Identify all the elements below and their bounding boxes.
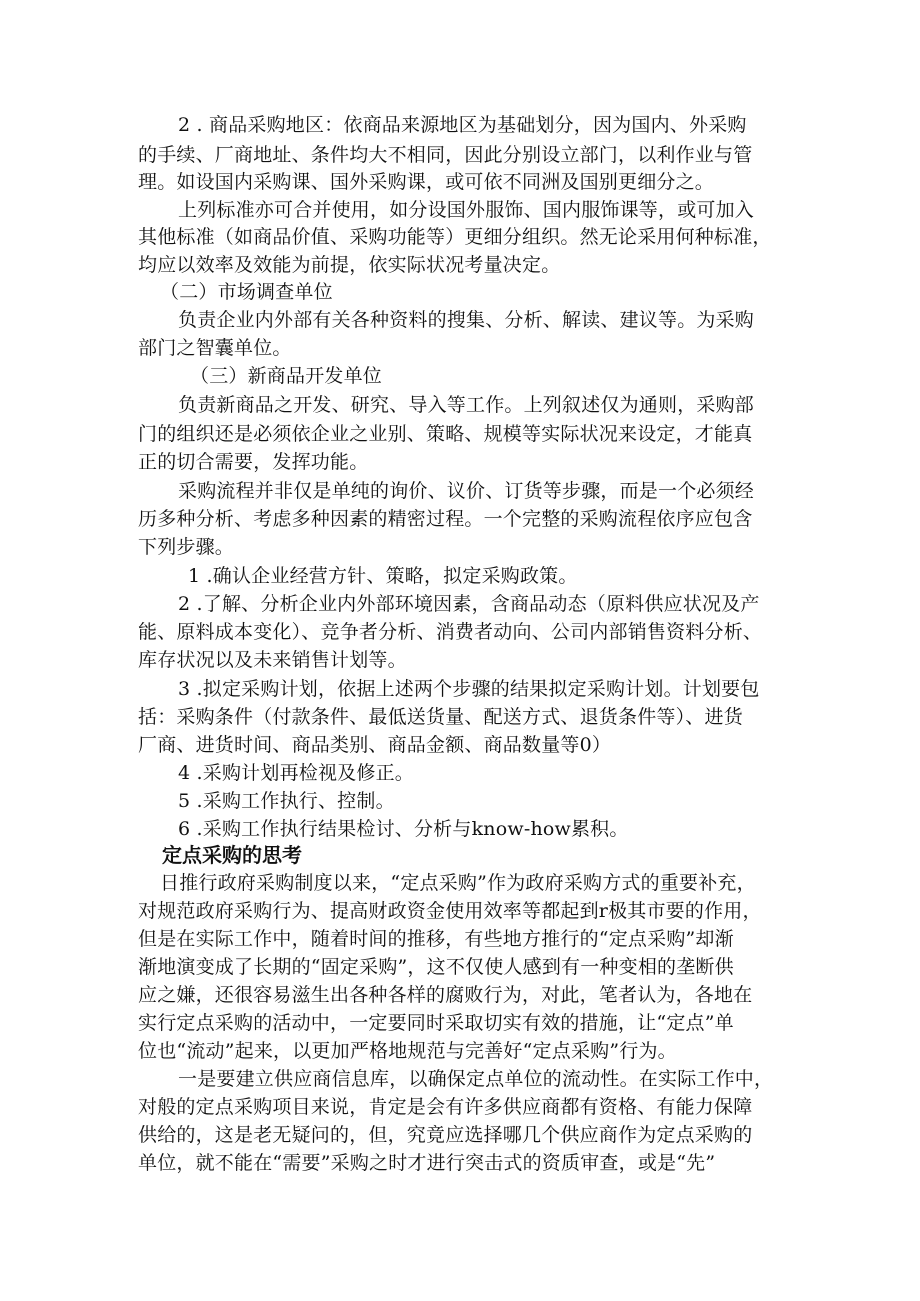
paragraph-line: 括：采购条件（付款条件、最低送货量、配送方式、退货条件等）、进货 (138, 706, 743, 728)
list-item: 5 .采购工作执行、控制。 (178, 790, 395, 812)
paragraph-line: 采购流程并非仅是单纯的询价、议价、订货等步骤，而是一个必须经 (178, 480, 755, 502)
paragraph-line: 负责企业内外部有关各种资料的搜集、分析、解读、建议等。为采购 (178, 309, 755, 331)
paragraph-line: 部门之智囊单位。 (138, 337, 292, 359)
paragraph-line: 正的切合需要，发挥功能。 (138, 451, 369, 473)
paragraph-line: 供给的，这是老无疑问的，但，究竟应选择哪几个供应商作为定点采购的 (138, 1124, 753, 1146)
paragraph-line: 对规范政府采购行为、提高财政资金使用效率等都起到r极其市要的作用， (138, 900, 762, 922)
paragraph-line: 一是要建立供应商信息库，以确保定点单位的流动性。在实际工作中， (178, 1068, 774, 1090)
paragraph-line: 应之嫌，还很容易滋生出各种各样的腐败行为，对此，笔者认为，各地在 (138, 984, 753, 1006)
paragraph-line: 均应以效率及效能为前提，依实际状况考量决定。 (138, 254, 561, 276)
paragraph-line: 其他标准（如商品价值、采购功能等）更细分组织。然无论采用何种标准， (138, 226, 772, 248)
list-item: 6 .采购工作执行结果检讨、分析与know-how累积。 (178, 818, 629, 840)
article-heading: 定点采购的思考 (162, 843, 302, 867)
paragraph-line: 下列步骤。 (138, 536, 235, 558)
list-item: 1 .确认企业经营方针、策略，拟定采购政策。 (188, 565, 578, 587)
paragraph-line: 历多种分析、考虑多种因素的精密过程。一个完整的采购流程依序应包含 (138, 508, 753, 530)
paragraph-line: 厂商、进货时间、商品类别、商品金额、商品数量等0） (138, 734, 612, 756)
paragraph-line: 日推行政府采购制度以来，“定点采购”作为政府采购方式的重要补充， (160, 872, 756, 894)
list-item: 4 .采购计划再检视及修正。 (178, 762, 414, 784)
paragraph-line: 位也“流动”起来，以更加严格地规范与完善好“定点采购”行为。 (138, 1040, 677, 1062)
section-heading: （三）新商品开发单位 (190, 365, 383, 387)
paragraph-line: 实行定点采购的活动中，一定要同时采取切实有效的措施，让“定点”单 (138, 1012, 734, 1034)
paragraph-line: 的手续、厂商地址、条件均大不相同，因此分别设立部门，以利作业与管 (138, 144, 753, 166)
paragraph-line: 上列标准亦可合并使用，如分设国外服饰、国内服饰课等，或可加入 (178, 199, 755, 221)
list-item: 3 .拟定采购计划，依据上述两个步骤的结果拟定采购计划。计划要包 (178, 678, 760, 700)
paragraph-line: 理。如设国内采购课、国外采购课，或可依不同洲及国别更细分之。 (138, 171, 715, 193)
paragraph-line: 库存状况以及未来销售计划等。 (138, 649, 407, 671)
paragraph-line: 对般的定点采购项目来说，肯定是会有许多供应商都有资格、有能力保障 (138, 1096, 753, 1118)
list-item: 2 .了解、分析企业内外部环境因素，含商品动态（原料供应状况及产 (178, 593, 760, 615)
paragraph-line: 门的组织还是必须依企业之业别、策略、规模等实际状况来设定，才能真 (138, 423, 753, 445)
paragraph-line: 负责新商品之开发、研究、导入等工作。上列叙述仅为通则，采购部 (178, 394, 755, 416)
paragraph-line: 但是在实际工作中，随着时间的推移，有些地方推行的“定点采购”却渐 (138, 928, 734, 950)
paragraph-line: 能、原料成本变化）、竞争者分析、消费者动向、公司内部销售资料分析、 (138, 621, 763, 643)
paragraph-line: 2 . 商品采购地区：依商品来源地区为基础划分，因为国内、外采购 (178, 114, 747, 136)
paragraph-line: 单位，就不能在“需要”采购之时才进行突击式的资质审查，或是“先” (138, 1152, 716, 1174)
section-heading: （二）市场调查单位 (160, 281, 333, 303)
paragraph-line: 渐地演变成了长期的“固定采购”，这不仅使人感到有一种变相的垄断供 (138, 956, 734, 978)
